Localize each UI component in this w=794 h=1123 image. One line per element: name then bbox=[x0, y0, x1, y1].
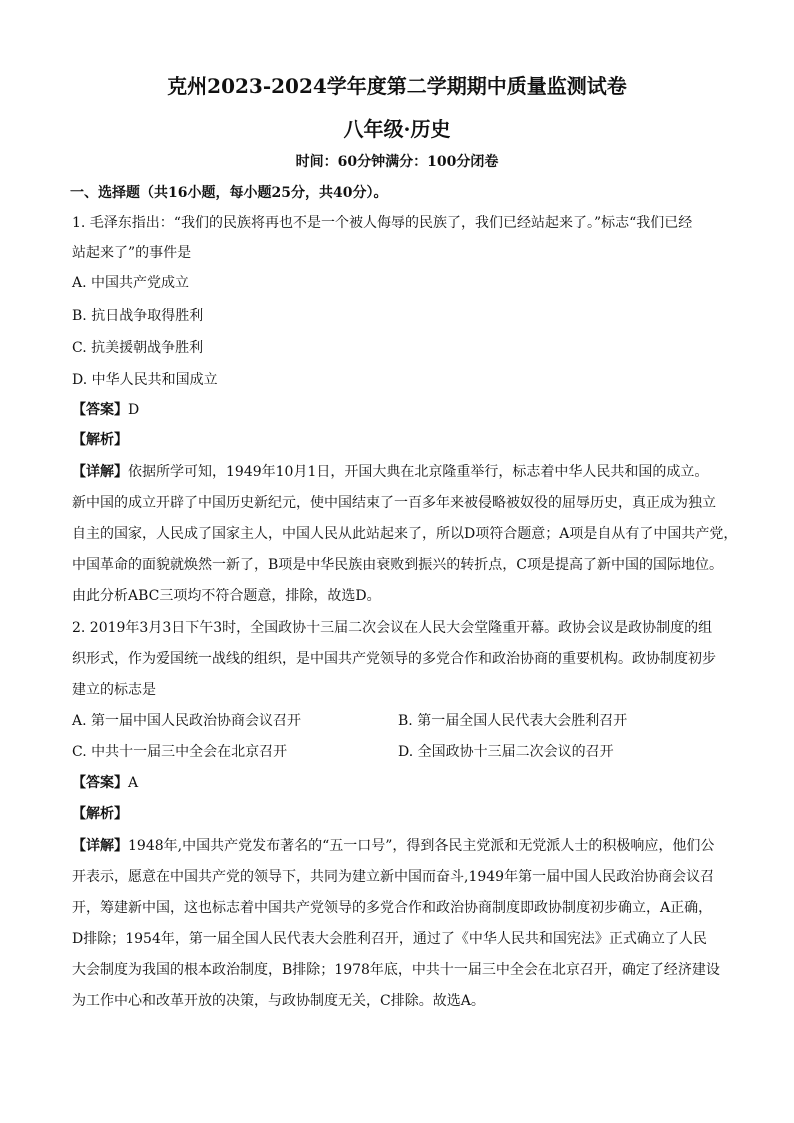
detail-line: 大会制度为我国的根本政治制度，B排除；1978年底，中共十一届三中全会在北京召开，确定了经济建设 bbox=[72, 962, 720, 978]
section-heading: 一、选择题（共16小题，每小题25分，共40分）。 bbox=[70, 185, 388, 201]
question-text: 织形式，作为爱国统一战线的组织，是中国共产党领导的多党合作和政治协商的重要机构。政协制度初步 bbox=[72, 651, 716, 667]
answer-line bbox=[72, 773, 138, 793]
detail-line: 开，筹建新中国，这也标志着中国共产党领导的多党合作和政治协商制度即政协制度初步确立，A正确， bbox=[72, 900, 713, 916]
option-b: B. 抗日战争取得胜利 bbox=[72, 308, 204, 324]
question-text: 2. 2019年3月3日下午3时，全国政协十三届二次会议在人民大会堂隆重开幕。政协会议是政协制度的组 bbox=[72, 620, 713, 636]
detail-text: 依据所学可知，1949年10月1日，开国大典在北京隆重举行，标志着中华人民共和国的成立。 bbox=[128, 464, 709, 480]
detail-line: 开表示，愿意在中国共产党的领导下，共同为建立新中国而奋斗,1949年第一届中国人民政治协商会议召 bbox=[72, 869, 715, 885]
detail-line: D排除；1954年，第一届全国人民代表大会胜利召开，通过了《中华人民共和国宪法》正式确立了人民 bbox=[72, 931, 707, 947]
option-a: A. 第一届中国人民政治协商会议召开 bbox=[72, 713, 302, 729]
option-c: C. 抗美援朝战争胜利 bbox=[72, 340, 204, 356]
detail-line: 新中国的成立开辟了中国历史新纪元，使中国结束了一百多年来被侵略被奴役的屈辱历史，真正成为独立 bbox=[72, 495, 716, 511]
answer-label: 【答案】 bbox=[72, 402, 128, 418]
detail-line: 中国革命的面貌就焕然一新了，B项是中华民族由衰败到振兴的转折点，C项是提高了新中国的国际地位。 bbox=[72, 557, 723, 573]
exam-title: 克州2023-2024学年度第二学期期中质量监测试卷 bbox=[167, 74, 627, 98]
analysis-label: 【解析】 bbox=[72, 806, 128, 822]
detail-label: 【详解】 bbox=[72, 464, 128, 480]
exam-subtitle: 八年级·历史 bbox=[343, 117, 451, 141]
detail-text: 1948年,中国共产党发布著名的“五一口号”，得到各民主党派和无党派人士的积极响应，他们公 bbox=[128, 838, 715, 854]
option-d: D. 全国政协十三届二次会议的召开 bbox=[398, 744, 614, 760]
detail-line: 为工作中心和改革开放的决策，与政协制度无关，C排除。故选A。 bbox=[72, 993, 485, 1009]
option-d: D. 中华人民共和国成立 bbox=[72, 372, 218, 388]
answer-value: A bbox=[128, 775, 139, 791]
detail-label: 【详解】 bbox=[72, 838, 128, 854]
question-text: 建立的标志是 bbox=[72, 682, 156, 698]
exam-meta: 时间：60分钟满分：100分闭卷 bbox=[295, 154, 499, 170]
detail-line bbox=[72, 836, 714, 856]
answer-label: 【答案】 bbox=[72, 775, 128, 791]
option-a: A. 中国共产党成立 bbox=[72, 275, 190, 291]
question-text: 站起来了”的事件是 bbox=[72, 245, 192, 261]
detail-line: 由此分析ABC三项均不符合题意，排除，故选D。 bbox=[72, 588, 381, 604]
option-c: C. 中共十一届三中全会在北京召开 bbox=[72, 744, 288, 760]
answer-line bbox=[72, 400, 139, 420]
answer-value: D bbox=[128, 402, 140, 418]
option-b: B. 第一届全国人民代表大会胜利召开 bbox=[398, 713, 628, 729]
detail-line: 自主的国家，人民成了国家主人，中国人民从此站起来了，所以D项符合题意；A项是自从有了中国共产党， bbox=[72, 526, 738, 542]
question-text: 1. 毛泽东指出：“我们的民族将再也不是一个被人侮辱的民族了，我们已经站起来了。”标志“我们已经 bbox=[72, 215, 693, 231]
analysis-label: 【解析】 bbox=[72, 432, 128, 448]
detail-line bbox=[72, 462, 708, 482]
